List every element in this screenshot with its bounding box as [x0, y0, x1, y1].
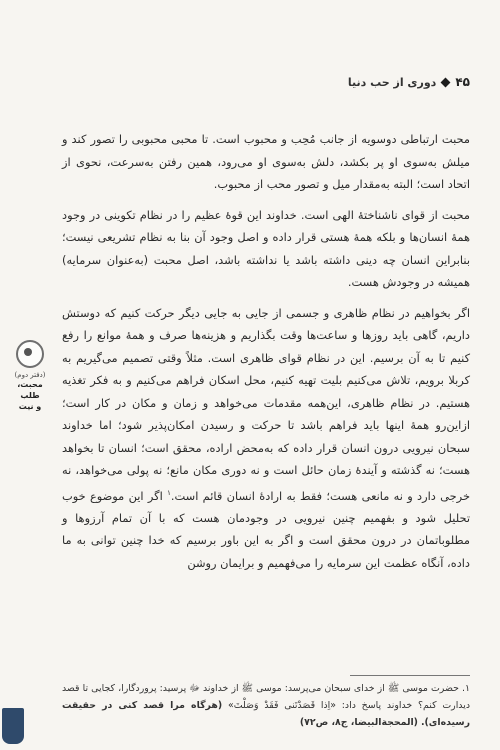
- page-number: ۴۵: [455, 75, 470, 89]
- footnote-source: (المحجة‌البیضا، ج۸، ص۷۲): [299, 717, 418, 728]
- diamond-bullet-icon: [441, 77, 451, 87]
- side-badge-volume: (دفتر دوم): [14, 371, 46, 379]
- side-badge-title-2: و نیت: [18, 402, 42, 411]
- running-title: دوری از حب دنیا: [347, 75, 437, 89]
- running-header: [60, 72, 470, 92]
- paragraph-3: [62, 302, 470, 575]
- side-badge: [8, 340, 52, 412]
- footnote: [62, 680, 470, 731]
- paragraph-1: محبت ارتباطی دوسویه از جانب مُحِب و محبوب است. تا محبی محبوبی را تصور کند و میلش به‌سوی او پر بکشد، دلش به‌سوی او می‌رود، همین رفتن به‌سرعت، نحوی از اتحاد است؛ البته به‌مقدار میل و تصور محب از محبوب.: [62, 132, 470, 191]
- paragraph-3-tail: اگر این موضوع خوب تحلیل شود و بفهمیم چنین نیرویی در وجودمان هست که با آن تمام آرزوها و مطلوباتمان در درون محقق است و اگر به این باور برسیم که خدا چنین توانی به ما داده، آنگاه عظمت این سرمایه را می‌فهمیم و برایمان روشن: [62, 488, 470, 570]
- publisher-logo-icon: [2, 708, 24, 744]
- series-emblem-icon: [16, 340, 44, 368]
- paragraph-3-main: اگر بخواهیم در نظام ظاهری و جسمی از جایی به جایی دیگر حرکت کنیم که دوستش داریم، گاهی باید روزها و ساعت‌ها وقت بگذاریم و هزینه‌ها صرف و همهٔ موانع را رفع کنیم تا به آن برسیم. این در نظام قوای ظاهری است. مثلاً وقتی تصمیم می‌گیریم به کربلا برویم، تلاش می‌کنیم بلیت تهیه کنیم، محل اسکان فراهم می‌کنیم و به فکر تغذیه هستیم. در نظام ظاهری، این‌همه مقدمات می‌خواهد و زمان و مکان در کار است؛ ازاین‌رو همهٔ اینها باید فراهم باشد تا حرکت و رسیدن امکان‌پذیر شود؛ اما خداوند سبحان نیرویی درون انسان قرار داده که به‌محض اراده، محقق است؛ انسان تا بخواهد هست؛ نه گذشته و آیندهٔ زمان حائل است و نه دوری مکان مانع؛ نه پولی می‌خواهد، نه خرجی دارد و نه مانعی هست؛ فقط به ارادهٔ انسان قائم است.: [62, 305, 471, 503]
- footnote-text: ۱. حضرت موسی ﷺ از خدای سبحان می‌پرسد: موسی ﷺ از خداوند ﷻ پرسید: پروردگارا، کجایی تا قصد دیدارت کنم؟ خداوند پاسخ داد: «اِذا قَصَدْتَنی فَقَدْ وَصَلْتَ»: [62, 683, 471, 711]
- paragraph-2: محبت از قوای ناشناختهٔ الهی است. خداوند این قوهٔ عظیم را در نظام تکوینی در وجود همهٔ انسان‌ها و بلکه همهٔ هستی قرار داده و اصل وجود آن بنا به نظام تشریعی نیست؛ بنابراین انسان چه دینی داشته باشد یا نداشته باشد، اصل محبت (به‌عنوان سرمایه) همیشه در وجودش هست.: [62, 207, 470, 289]
- body-text: [62, 128, 470, 582]
- footnote-divider: [350, 675, 470, 676]
- footnote-bold: (هرگاه مرا قصد کنی در حقیقت رسیده‌ای).: [62, 700, 470, 728]
- side-badge-title-1: محبت، طلب: [17, 380, 43, 400]
- footnote-marker[interactable]: ۱: [167, 488, 171, 497]
